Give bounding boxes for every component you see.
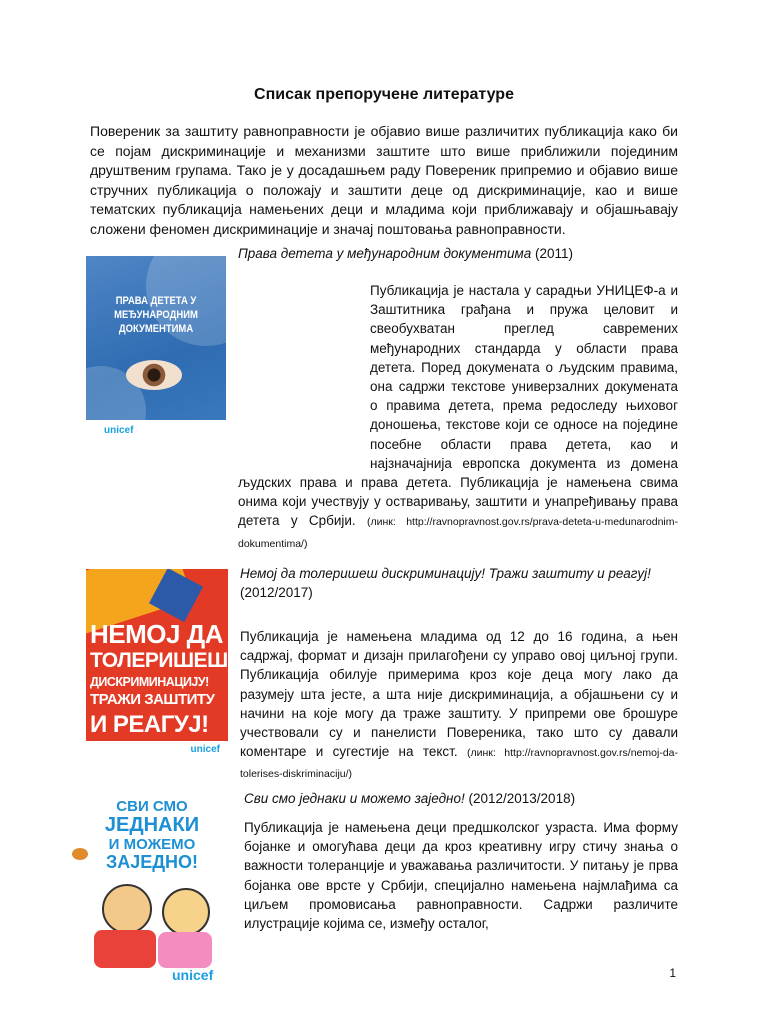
cover-line: ТОЛЕРИШЕШ: [90, 649, 228, 672]
cover-line: ТРАЖИ ЗАШТИТУ: [90, 691, 215, 708]
document-title: Списак препоручене литературе: [254, 86, 514, 103]
unicef-logo: unicef: [104, 425, 134, 436]
publication-cover-image: [86, 256, 226, 444]
intro-paragraph: Повереник за заштиту равноправности је објавио више различитих публикација како би се појам дискриминације и механизми заштите што више приближили појединим друштвеним групама. Тако је у досадашњем раду Повереник припремио и објавио више стручних публикација о положају и заштити деце од дискриминације, као и више тематских публикација намењених деци и младима који приближавају и објашњавају сложени феномен дискриминације и значај поштовања равноправности.: [90, 123, 678, 237]
unicef-logo: unicef: [190, 744, 220, 755]
cover-title: ПРАВА ДЕТЕТА У МЕЂУНАРОДНИМ ДОКУМЕНТИМА: [114, 295, 198, 335]
publication-description: Публикација је настала у сарадњи УНИЦЕФ-а и Заштитника грађана и пружа целовит и свеобухватан преглед савремених међународних стандарда у области права детета. Поред докумената о људским правима, она садржи текстове универзалних докумената о правима детета, према редоследу њиховог доношења, текстове који се односе на поједине посебне области права детета, као и најзначајнија европска документа из домена људских права и права детета. Публикација је намењена свима онима који учествују у остваривању, заштити и унапређивању права детета у Србији. (линк: http://ravnopravnost.gov.rs/prava-deteta-u-medunarodnim-dokumentima/): [238, 283, 678, 550]
publication-cover-image: [68, 792, 236, 988]
eye-illustration: [126, 360, 182, 390]
butterfly-icon: [72, 848, 88, 860]
page-number: 1: [669, 966, 676, 980]
publication-description: Публикација је намењена младима од 12 до 16 година, а њен садржај, формат и дизајн прилагођени су управо овој циљној групи. Публикација обилује примерима кроз које деца могу лако да разумеју шта јесте, а шта није дискриминација, а објашњени су и начини на које могу да траже заштиту. У припреми ове брошуре учествовали су и панелисти Повереника, тако што су давали коментаре и сугестије на текст. (линк: http://ravnopravnost.gov.rs/nemoj-da-tolerises-diskriminaciju/): [240, 629, 678, 781]
cover-line: ЈЕДНАКИ: [104, 814, 200, 836]
publication-link[interactable]: (линк: http://ravnopravnost.gov.rs/nemoj-da-tolerises-diskriminaciju/): [240, 747, 678, 781]
unicef-logo: unicef: [172, 967, 214, 983]
children-illustration: [102, 884, 152, 934]
publication-link[interactable]: (линк: http://ravnopravnost.gov.rs/prava-deteta-u-medunarodnim-dokumentima/): [238, 516, 678, 550]
cover-line: ЗАЈЕДНО!: [105, 852, 199, 872]
publication-title: Немој да толеришеш дискриминацију! Тражи заштиту и реагуј! (2012/2017): [240, 566, 651, 600]
cover-line: И РЕАГУЈ!: [90, 711, 209, 738]
cover-line: НЕМОЈ ДА: [90, 619, 223, 649]
publication-title: Права детета у међународним документима (2011): [238, 246, 574, 261]
cover-footer: [86, 741, 228, 759]
cover-footer: [86, 420, 226, 444]
cover-line: СВИ СМО: [116, 798, 188, 815]
cover-line: И МОЖЕМО: [108, 836, 196, 853]
publication-description: Публикација је намењена деци предшколског узраста. Има форму бојанке и омогућава деци да кроз креативну игру стичу знања о важности толеранције и уважавања различитости. У питању је прва бојанка ове врсте у Србији, специјално намењена најмлађима са циљем промовисања равноправности. Садржи различите илустрације којима се, између осталог,: [244, 820, 678, 932]
cover-line: ДИСКРИМИНАЦИЈУ!: [90, 675, 209, 689]
publication-title: Сви смо једнаки и можемо заједно! (2012/2013/2018): [244, 791, 576, 806]
publication-cover-image: [86, 569, 228, 759]
